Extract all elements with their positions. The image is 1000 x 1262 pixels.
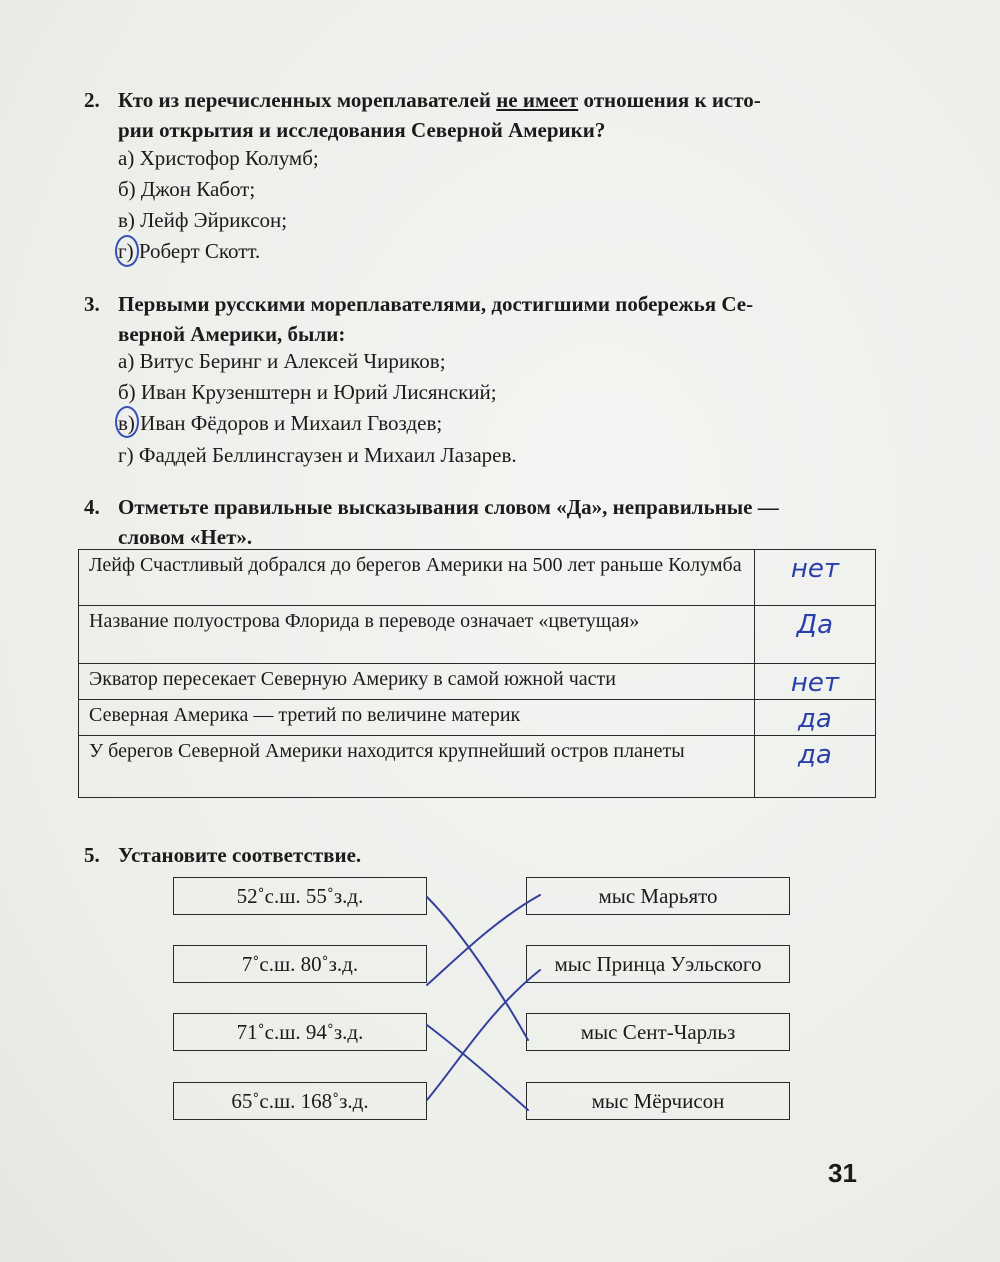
option-c[interactable]: в) Лейф Эйриксон; <box>118 208 288 232</box>
page-number: 31 <box>828 1158 857 1188</box>
handwritten-answer[interactable]: да <box>754 736 875 798</box>
match-line-4 <box>427 970 540 1100</box>
match-line-1 <box>427 897 528 1040</box>
question-number: 3. <box>84 292 100 316</box>
question-text: Установите соответствие. <box>118 843 362 867</box>
option-a[interactable]: а) Христофор Колумб; <box>118 146 319 170</box>
option-b[interactable]: б) Иван Крузенштерн и Юрий Лисянский; <box>118 380 497 404</box>
statement-cell: Название полуострова Флорида в переводе означает «цветущая» <box>79 606 755 664</box>
question-number: 5. <box>84 843 100 867</box>
coordinate-box-2[interactable]: 7˚с.ш. 80˚з.д. <box>173 945 427 983</box>
coordinate-box-4[interactable]: 65˚с.ш. 168˚з.д. <box>173 1082 427 1120</box>
statement-cell: У берегов Северной Америки находится крупнейший остров планеты <box>79 736 755 798</box>
coordinate-box-3[interactable]: 71˚с.ш. 94˚з.д. <box>173 1013 427 1051</box>
statement-cell: Экватор пересекает Северную Америку в самой южной части <box>79 664 755 700</box>
handwritten-answer[interactable]: нет <box>754 664 875 700</box>
cape-box-4[interactable]: мыс Мёрчисон <box>526 1082 790 1120</box>
handwritten-answer[interactable]: Да <box>754 606 875 664</box>
option-a[interactable]: а) Витус Беринг и Алексей Чириков; <box>118 349 446 373</box>
statement-cell: Северная Америка — третий по величине материк <box>79 700 755 736</box>
match-line-3 <box>427 1025 528 1110</box>
cape-box-3[interactable]: мыс Сент-Чарльз <box>526 1013 790 1051</box>
question-number: 2. <box>84 88 100 112</box>
option-c[interactable]: в) Иван Фёдоров и Михаил Гвоздев; <box>118 411 443 435</box>
question-text: Отметьте правильные высказывания словом «Да», неправильные — словом «Нет». <box>118 495 779 549</box>
handwritten-answer[interactable]: да <box>754 700 875 736</box>
cape-box-1[interactable]: мыс Марьято <box>526 877 790 915</box>
option-b[interactable]: б) Джон Кабот; <box>118 177 256 201</box>
handwritten-answer[interactable]: нет <box>754 550 875 606</box>
option-d[interactable]: г) Роберт Скотт. <box>118 239 261 263</box>
question-text: Кто из перечисленных мореплавателей не имеет отношения к исто- рии открытия и исследования Северной Америки? <box>118 88 761 142</box>
question-number: 4. <box>84 495 100 519</box>
coordinate-box-1[interactable]: 52˚с.ш. 55˚з.д. <box>173 877 427 915</box>
option-d[interactable]: г) Фаддей Беллинсгаузен и Михаил Лазарев. <box>118 443 517 467</box>
cape-box-2[interactable]: мыс Принца Уэльского <box>526 945 790 983</box>
underlined-phrase: не имеет <box>496 88 579 112</box>
match-line-2 <box>427 895 540 985</box>
statement-cell: Лейф Счастливый добрался до берегов Америки на 500 лет раньше Колумба <box>79 550 755 606</box>
question-text: Первыми русскими мореплавателями, достигшими побережья Се- верной Америки, были: <box>118 292 754 346</box>
